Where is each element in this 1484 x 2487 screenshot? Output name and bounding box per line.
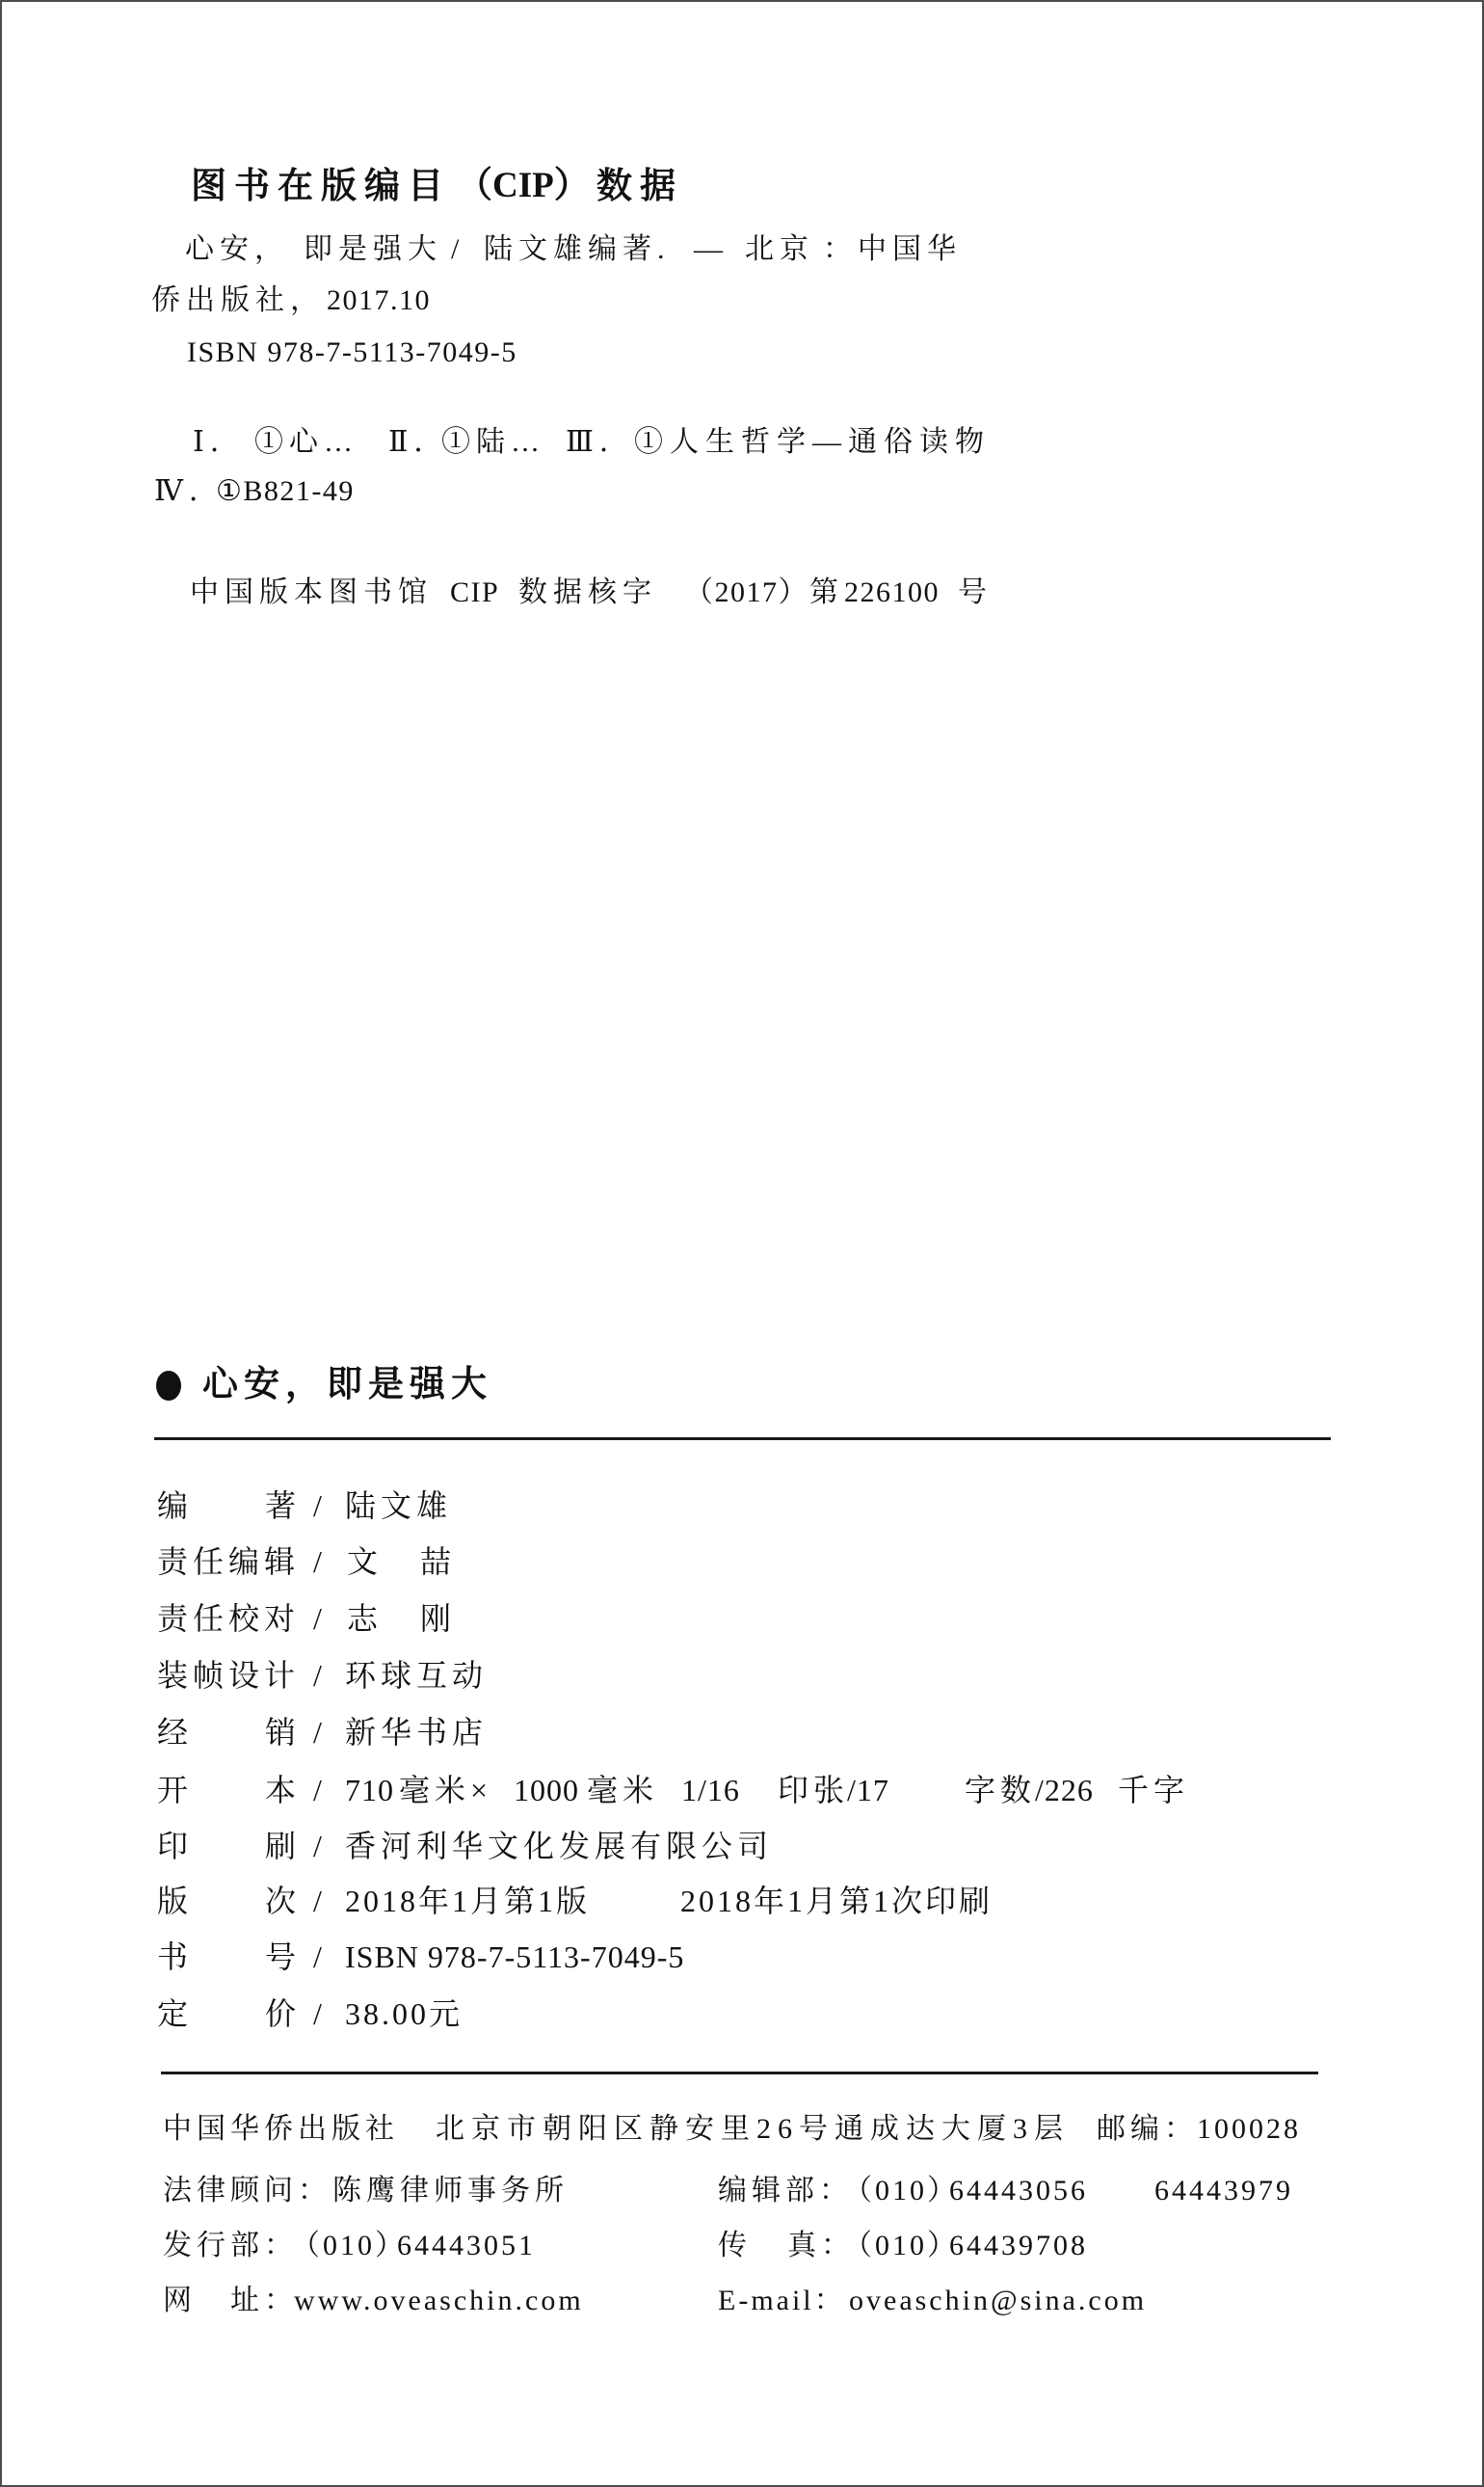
sales-phone: 64443051: [397, 2230, 536, 2261]
cip-publisher-b: 侨出版社，: [151, 284, 325, 316]
detail-separator: /: [313, 1829, 323, 1863]
detail-label-b: 价: [265, 1996, 302, 2031]
detail-row-editor: [2, 1540, 1482, 1583]
imprint-sales-row: [2, 2225, 1482, 2267]
cip-subject-val-1: ①心…: [254, 426, 358, 458]
fax-label-a: 传: [718, 2230, 752, 2261]
detail-separator: /: [313, 1544, 323, 1579]
edition-value: 2018年1月第1版: [345, 1884, 591, 1918]
fax-phone: 64439708: [949, 2230, 1088, 2261]
cip-subject-num-2: Ⅱ．: [388, 426, 449, 458]
detail-label: 装帧设计: [157, 1658, 301, 1693]
cip-title-line: [2, 228, 1482, 271]
web-label-a: 网: [163, 2285, 197, 2316]
sheets-value: /17: [847, 1773, 889, 1807]
editorial-label: 编辑部：: [718, 2175, 853, 2206]
cip-colon: ：: [823, 233, 858, 265]
detail-value: 环球互动: [345, 1658, 489, 1693]
detail-label-b: 本: [265, 1773, 302, 1807]
detail-separator: /: [313, 1715, 323, 1750]
detail-value: 陆文雄: [345, 1488, 453, 1523]
detail-separator: /: [313, 1773, 323, 1807]
cip-publisher-line: [2, 280, 1482, 322]
detail-label-b: 次: [265, 1884, 302, 1918]
detail-label-a: 开: [157, 1773, 194, 1807]
words-value: /226: [1035, 1773, 1094, 1807]
detail-label-b: 号: [265, 1939, 302, 1974]
imprint-web-row: [2, 2280, 1482, 2322]
cip-record-b: 数据核字: [518, 576, 657, 608]
detail-separator: /: [313, 1658, 323, 1693]
detail-row-proofreader: [2, 1597, 1482, 1640]
detail-separator: /: [313, 1488, 323, 1523]
cip-subjects-line: [2, 421, 1482, 464]
detail-value-a: 文: [347, 1544, 384, 1579]
cip-title-a: 心安，: [185, 233, 289, 265]
book-title: 心安，即是强大: [202, 1363, 492, 1404]
isbn-value: ISBN 978-7-5113-7049-5: [345, 1939, 685, 1974]
detail-label-a: 编: [157, 1488, 194, 1523]
cip-record-code: CIP: [450, 576, 500, 608]
detail-value: 新华书店: [345, 1715, 489, 1750]
detail-label-a: 印: [157, 1829, 194, 1863]
cip-city: 北京: [745, 233, 814, 265]
detail-separator: /: [313, 1601, 323, 1636]
cip-publisher-a: 中国华: [858, 233, 962, 265]
cip-date: 2017.10: [327, 284, 431, 316]
detail-label-a: 书: [157, 1939, 194, 1974]
cip-record-di: 第: [809, 576, 844, 608]
detail-separator: /: [313, 1884, 323, 1918]
format-unit-x: 毫米×: [399, 1773, 493, 1807]
email: oveaschin@sina.com: [849, 2285, 1148, 2316]
detail-separator: /: [313, 1996, 323, 2031]
cip-subject-num-3: Ⅲ．: [566, 426, 634, 458]
cip-dash: —: [694, 233, 729, 265]
detail-label-a: 版: [157, 1884, 194, 1918]
detail-row-isbn: [2, 1936, 1482, 1978]
cip-subject-val-2: ①陆…: [441, 426, 545, 458]
publisher-name: 中国华侨出版社: [163, 2113, 399, 2145]
sheets-label: 印张: [778, 1773, 850, 1807]
cip-classification-line: [2, 470, 1482, 513]
cip-classification: ①B821-49: [216, 475, 355, 507]
detail-label-b: 刷: [265, 1829, 302, 1863]
legal-value: 陈鹰律师事务所: [332, 2175, 569, 2206]
cip-subject-num-4: Ⅳ．: [154, 475, 224, 507]
editorial-area-code: （010）: [843, 2175, 959, 2206]
cip-isbn-line: [2, 332, 1482, 374]
format-unit: 毫米: [587, 1773, 659, 1807]
detail-row-printer: [2, 1825, 1482, 1867]
detail-label: 责任校对: [157, 1601, 301, 1636]
web-label-b: 址：: [230, 2285, 298, 2316]
detail-value-b: 喆: [420, 1544, 457, 1579]
website: www.oveaschin.com: [294, 2285, 584, 2316]
detail-row-design: [2, 1654, 1482, 1697]
editorial-phone: 64443056: [949, 2175, 1088, 2206]
cip-heading-code: （CIP）: [457, 166, 590, 205]
detail-row-format: [2, 1769, 1482, 1811]
cip-heading-text: 图书在版编目: [191, 165, 451, 206]
cip-title-b: 即是强大: [304, 233, 442, 265]
cip-isbn: ISBN 978-7-5113-7049-5: [187, 336, 517, 368]
imprint-legal-row: [2, 2170, 1482, 2212]
divider-bottom: [161, 2072, 1318, 2074]
email-label: E-mail：: [718, 2285, 846, 2316]
words-unit: 千字: [1118, 1773, 1190, 1807]
legal-label: 法律顾问：: [163, 2175, 331, 2206]
format-height: 1000: [514, 1773, 579, 1807]
cip-author: 陆文雄编著.: [484, 233, 671, 265]
detail-value-a: 志: [347, 1601, 384, 1636]
editorial-phone-2: 64443979: [1154, 2175, 1293, 2206]
printing-value: 2018年1月第1次印刷: [680, 1884, 994, 1918]
format-fold: 1/16: [681, 1773, 740, 1807]
cip-record-number: 226100: [844, 576, 940, 608]
divider-top: [154, 1437, 1331, 1440]
fax-label-b: 真：: [787, 2230, 855, 2261]
detail-label-b: 销: [265, 1715, 302, 1750]
detail-row-distributor: [2, 1711, 1482, 1753]
sales-label: 发行部：: [163, 2230, 298, 2261]
detail-separator: /: [313, 1939, 323, 1974]
detail-row-price: [2, 1992, 1482, 2035]
cip-subject-val-3: ①人生哲学—通俗读物: [634, 426, 991, 458]
sales-area-code: （010）: [291, 2230, 407, 2261]
cip-heading: [2, 165, 1482, 207]
words-label: 字数: [965, 1773, 1037, 1807]
cip-record-line: [2, 572, 1482, 614]
format-width: 710: [345, 1773, 394, 1807]
detail-row-author: [2, 1484, 1482, 1527]
detail-label: 责任编辑: [157, 1544, 301, 1579]
cip-heading-tail: 数据: [596, 165, 683, 206]
book-title-line: [2, 1363, 1482, 1405]
postcode-label: 邮编：: [1097, 2113, 1198, 2145]
detail-row-edition: [2, 1880, 1482, 1922]
price-value: 38.00元: [345, 1996, 464, 2031]
detail-label-a: 经: [157, 1715, 194, 1750]
detail-value-b: 刚: [420, 1601, 457, 1636]
cip-separator: /: [451, 233, 461, 265]
publisher-address: 北京市朝阳区静安里26号通成达大厦3层: [436, 2113, 1070, 2145]
imprint-publisher-row: [2, 2108, 1482, 2151]
postcode-value: 100028: [1197, 2113, 1301, 2145]
fax-area-code: （010）: [843, 2230, 959, 2261]
cip-record-year: （2017）: [684, 576, 808, 608]
detail-label-a: 定: [157, 1996, 194, 2031]
detail-value: 香河利华文化发展有限公司: [345, 1829, 774, 1863]
detail-label-b: 著: [265, 1488, 302, 1523]
cip-subject-num-1: Ⅰ．: [193, 426, 245, 458]
cip-record-a: 中国版本图书馆: [190, 576, 433, 608]
cip-record-hao: 号: [958, 576, 993, 608]
